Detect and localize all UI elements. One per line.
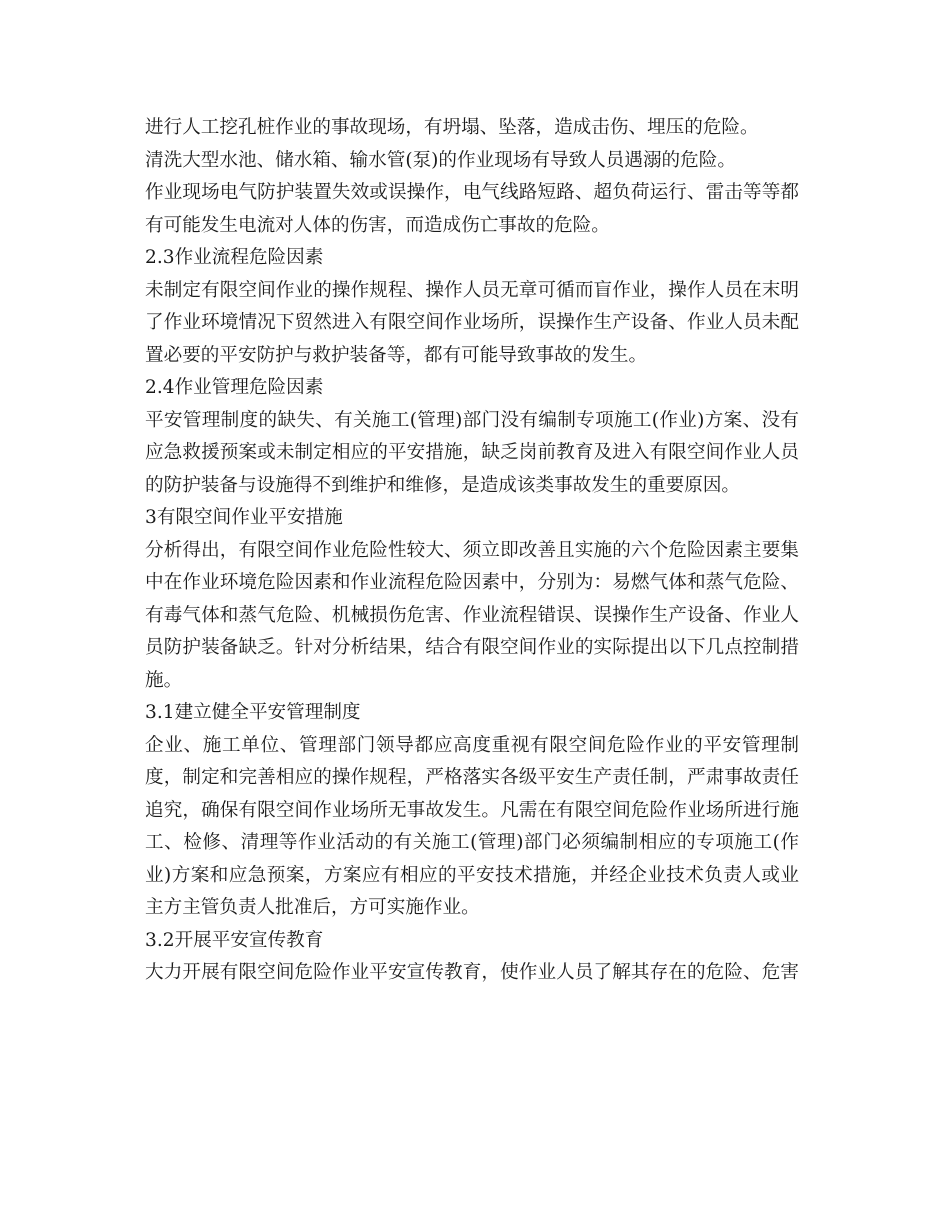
paragraph-line: 有可能发生电流对人体的伤害，而造成伤亡事故的危险。 — [145, 214, 610, 236]
paragraph-line: 工、检修、清理等作业活动的有关施工(管理)部门必须编制相应的专项施工(作 — [145, 832, 799, 853]
paragraph-line: 作业现场电气防护装置失效或误操作，电气线路短路、超负荷运行、雷击等等都 — [145, 182, 799, 203]
paragraph-line: 追究，确保有限空间作业场所无事故发生。凡需在有限空间危险作业场所进行施 — [145, 799, 799, 821]
paragraph-line: 进行人工挖孔桩作业的事故现场，有坍塌、坠落，造成击伤、埋压的危险。 — [145, 117, 759, 138]
paragraph-line: 中在作业环境危险因素和作业流程危险因素中，分别为：易燃气体和蒸气危险、 — [145, 572, 799, 593]
document-page — [145, 112, 799, 990]
section-heading: 2.4作业管理危险因素 — [145, 377, 324, 398]
paragraph-line: 主方主管负责人批准后，方可实施作业。 — [145, 897, 480, 918]
paragraph-line: 平安管理制度的缺失、有关施工(管理)部门没有编制专项施工(作业)方案、没有 — [145, 409, 799, 431]
section-heading: 2.3作业流程危险因素 — [145, 247, 324, 268]
section-heading: 3.1建立健全平安管理制度 — [145, 702, 361, 723]
paragraph-line: 大力开展有限空间危险作业平安宣传教育，使作业人员了解其存在的危险、危害 — [145, 962, 799, 983]
paragraph-line: 置必要的平安防护与救护装备等，都有可能导致事故的发生。 — [145, 344, 648, 366]
paragraph-line: 企业、施工单位、管理部门领导都应高度重视有限空间危险作业的平安管理制 — [145, 734, 799, 756]
paragraph-line: 清洗大型水池、储水箱、输水管(泵)的作业现场有导致人员遇溺的危险。 — [145, 149, 736, 171]
paragraph-line: 员防护装备缺乏。针对分析结果，结合有限空间作业的实际提出以下几点控制措 — [145, 637, 799, 658]
paragraph-line: 施。 — [145, 669, 183, 691]
section-heading: 3.2开展平安宣传教育 — [145, 929, 324, 951]
section-heading: 3有限空间作业平安措施 — [145, 507, 343, 528]
paragraph-line: 业)方案和应急预案，方案应有相应的平安技术措施，并经企业技术负责人或业 — [145, 864, 799, 886]
paragraph-line: 度，制定和完善相应的操作规程，严格落实各级平安生产责任制，严肃事故责任 — [145, 767, 799, 788]
paragraph-line: 未制定有限空间作业的操作规程、操作人员无章可循而盲作业，操作人员在末明 — [145, 279, 799, 301]
paragraph-line: 应急救援预案或未制定相应的平安措施，缺乏岗前教育及进入有限空间作业人员 — [145, 442, 799, 463]
paragraph-line: 分析得出，有限空间作业危险性较大、须立即改善且实施的六个危险因素主要集 — [145, 539, 799, 561]
paragraph-line: 有毒气体和蒸气危险、机械损伤危害、作业流程错误、误操作生产设备、作业人 — [145, 604, 799, 626]
paragraph-line: 的防护装备与设施得不到维护和维修，是造成该类事故发生的重要原因。 — [145, 474, 741, 496]
paragraph-line: 了作业环境情况下贸然进入有限空间作业场所，误操作生产设备、作业人员未配 — [145, 312, 799, 333]
